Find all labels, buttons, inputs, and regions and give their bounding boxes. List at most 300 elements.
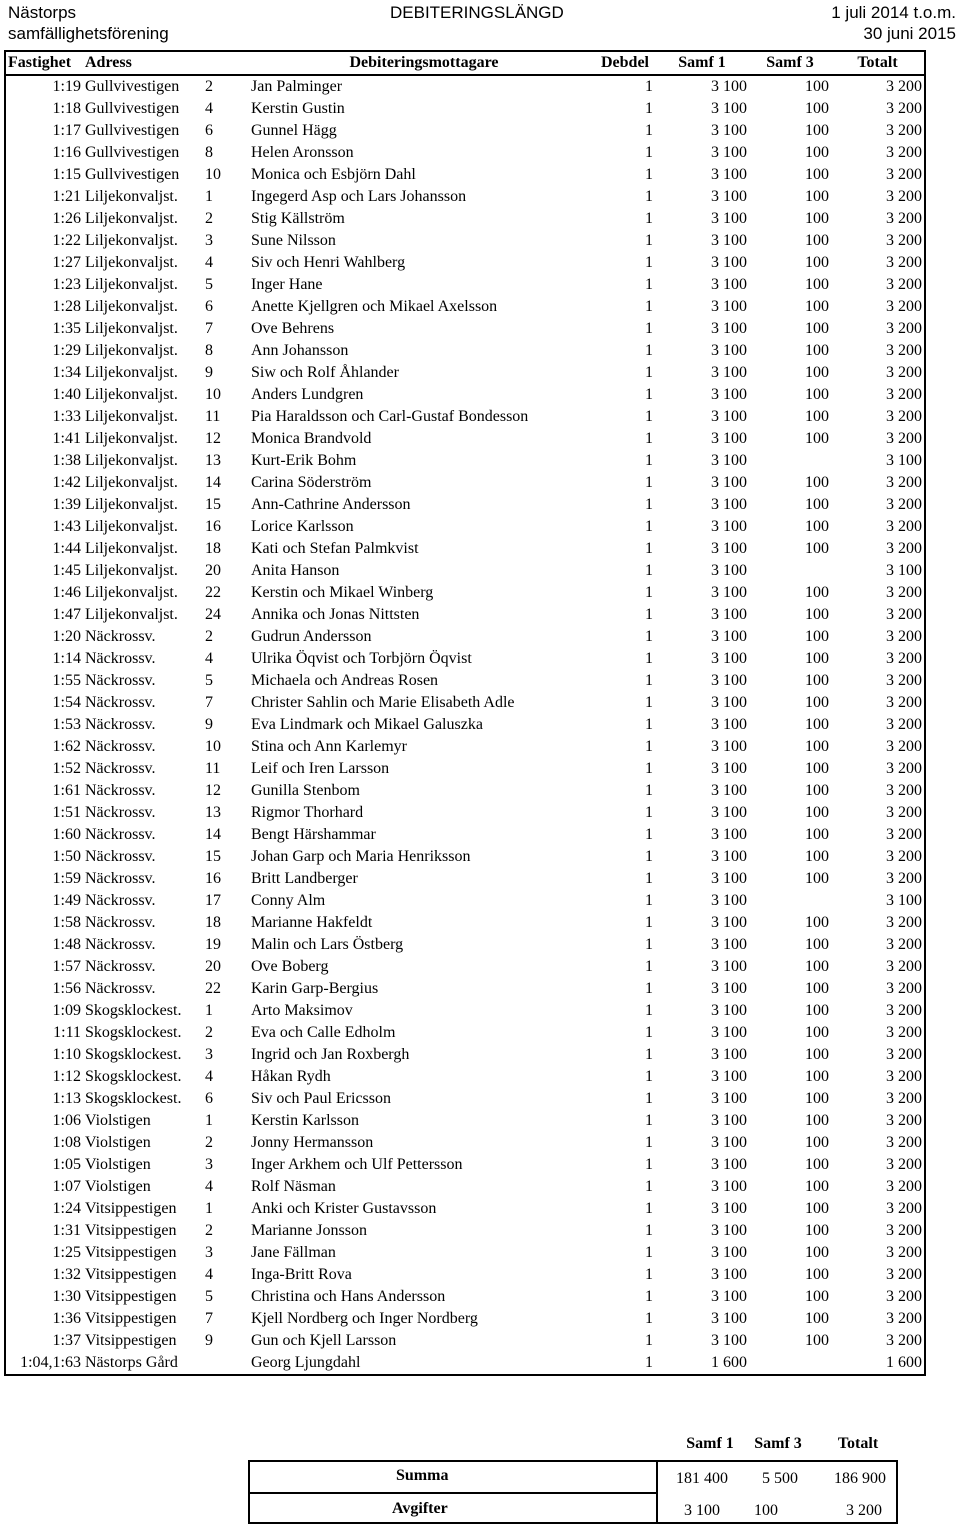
row-street: Gullvivestigen [85, 144, 180, 161]
row-debdel: 1 [645, 232, 653, 249]
row-samf3: 100 [805, 760, 829, 777]
row-fastighet: 1:16 [5, 142, 83, 164]
row-totalt: 3 200 [831, 1132, 925, 1154]
row-samf1: 3 100 [711, 1090, 747, 1107]
table-row [5, 230, 925, 252]
row-street-number: 8 [205, 342, 213, 359]
table-row [5, 802, 925, 824]
row-samf3: 100 [805, 386, 829, 403]
avgifter-totalt: 3 200 [846, 1502, 882, 1519]
row-mottagare: Anki och Krister Gustavsson [251, 1200, 437, 1217]
row-street-number: 18 [205, 914, 221, 931]
row-street-number: 15 [205, 496, 221, 513]
row-totalt: 3 200 [831, 296, 925, 318]
row-samf1: 3 100 [711, 276, 747, 293]
row-fastighet: 1:47 [5, 604, 83, 626]
row-totalt: 3 100 [831, 560, 925, 582]
row-samf1: 3 100 [711, 694, 747, 711]
row-street-number: 4 [205, 1178, 213, 1195]
row-samf3: 100 [805, 320, 829, 337]
row-samf3: 100 [805, 1222, 829, 1239]
row-mottagare: Stig Källström [251, 210, 345, 227]
row-samf3: 100 [805, 298, 829, 315]
row-debdel: 1 [645, 1222, 653, 1239]
row-mottagare: Ove Boberg [251, 958, 329, 975]
table-row [5, 560, 925, 582]
summa-samf1: 181 400 [676, 1470, 728, 1487]
row-debdel: 1 [645, 1288, 653, 1305]
row-street-number: 20 [205, 562, 221, 579]
table-row [5, 1110, 925, 1132]
row-samf1: 3 100 [711, 892, 747, 909]
row-fastighet: 1:61 [5, 780, 83, 802]
row-mottagare: Annika och Jonas Nittsten [251, 606, 420, 623]
row-fastighet: 1:27 [5, 252, 83, 274]
row-street: Violstigen [85, 1178, 151, 1195]
row-totalt: 3 200 [831, 934, 925, 956]
row-samf3: 100 [805, 474, 829, 491]
row-street: Liljekonvaljst. [85, 408, 178, 425]
row-samf3: 100 [805, 1002, 829, 1019]
row-totalt: 3 200 [831, 758, 925, 780]
row-debdel: 1 [645, 254, 653, 271]
row-samf1: 3 100 [711, 298, 747, 315]
summa-samf3: 5 500 [762, 1470, 798, 1487]
row-totalt: 3 200 [831, 208, 925, 230]
table-row [5, 296, 925, 318]
row-street-number: 3 [205, 1046, 213, 1063]
row-totalt: 3 200 [831, 1286, 925, 1308]
row-mottagare: Gun och Kjell Larsson [251, 1332, 397, 1349]
org-name-line1: Nästorps [8, 3, 77, 22]
row-debdel: 1 [645, 694, 653, 711]
row-street: Liljekonvaljst. [85, 496, 178, 513]
row-street: Näckrossv. [85, 914, 156, 931]
row-street-number: 13 [205, 452, 221, 469]
row-debdel: 1 [645, 804, 653, 821]
row-samf3: 100 [805, 232, 829, 249]
row-samf1: 3 100 [711, 474, 747, 491]
row-mottagare: Helen Aronsson [251, 144, 354, 161]
row-street: Näckrossv. [85, 694, 156, 711]
row-totalt: 3 200 [831, 164, 925, 186]
row-fastighet: 1:55 [5, 670, 83, 692]
row-fastighet: 1:48 [5, 934, 83, 956]
row-mottagare: Sune Nilsson [251, 232, 336, 249]
row-street-number: 3 [205, 232, 213, 249]
row-mottagare: Inger Arkhem och Ulf Pettersson [251, 1156, 463, 1173]
table-row [5, 538, 925, 560]
table-header-row [5, 51, 925, 75]
row-debdel: 1 [645, 826, 653, 843]
row-samf1: 3 100 [711, 1288, 747, 1305]
row-samf3: 100 [805, 496, 829, 513]
row-street: Liljekonvaljst. [85, 452, 178, 469]
row-debdel: 1 [645, 100, 653, 117]
row-mottagare: Carina Söderström [251, 474, 372, 491]
row-mottagare: Jan Palminger [251, 78, 343, 95]
row-samf1: 3 100 [711, 1068, 747, 1085]
row-mottagare: Leif och Iren Larsson [251, 760, 390, 777]
row-mottagare: Conny Alm [251, 892, 326, 909]
row-street: Vitsippestigen [85, 1222, 177, 1239]
row-fastighet: 1:08 [5, 1132, 83, 1154]
row-street-number: 7 [205, 1310, 213, 1327]
table-row [5, 384, 925, 406]
row-totalt: 3 200 [831, 978, 925, 1000]
row-samf3: 100 [805, 826, 829, 843]
avgifter-label: Avgifter [392, 1500, 448, 1517]
row-street-number: 10 [205, 166, 221, 183]
row-street-number: 2 [205, 1134, 213, 1151]
row-fastighet: 1:43 [5, 516, 83, 538]
row-street: Liljekonvaljst. [85, 298, 178, 315]
row-street-number: 2 [205, 78, 213, 95]
row-street-number: 15 [205, 848, 221, 865]
col-header-samf1: Samf 1 [655, 51, 749, 75]
table-row [5, 604, 925, 626]
row-samf1: 3 100 [711, 1002, 747, 1019]
row-fastighet: 1:09 [5, 1000, 83, 1022]
row-mottagare: Ingegerd Asp och Lars Johansson [251, 188, 467, 205]
row-totalt: 3 200 [831, 252, 925, 274]
row-samf3: 100 [805, 848, 829, 865]
row-samf3 [749, 560, 831, 582]
row-samf1: 3 100 [711, 408, 747, 425]
row-fastighet: 1:38 [5, 450, 83, 472]
avgifter-samf3: 100 [754, 1502, 778, 1519]
row-mottagare: Gunnel Hägg [251, 122, 337, 139]
row-samf1: 3 100 [711, 188, 747, 205]
row-samf3: 100 [805, 1200, 829, 1217]
row-mottagare: Ann Johansson [251, 342, 349, 359]
row-street: Näckrossv. [85, 716, 156, 733]
col-header-totalt: Totalt [831, 51, 925, 75]
row-street: Liljekonvaljst. [85, 474, 178, 491]
row-samf3: 100 [805, 1244, 829, 1261]
row-samf1: 3 100 [711, 1310, 747, 1327]
row-samf1: 3 100 [711, 782, 747, 799]
row-samf3: 100 [805, 430, 829, 447]
row-samf3: 100 [805, 100, 829, 117]
row-totalt: 3 200 [831, 362, 925, 384]
row-fastighet: 1:46 [5, 582, 83, 604]
row-debdel: 1 [645, 650, 653, 667]
row-samf1: 3 100 [711, 452, 747, 469]
row-debdel: 1 [645, 1068, 653, 1085]
table-row [5, 1308, 925, 1330]
row-street-number: 17 [205, 892, 221, 909]
row-samf3: 100 [805, 650, 829, 667]
row-samf3: 100 [805, 1112, 829, 1129]
row-street: Liljekonvaljst. [85, 342, 178, 359]
row-street-number: 11 [205, 760, 221, 777]
row-street-number: 11 [205, 408, 221, 425]
debit-table [4, 50, 926, 1376]
row-mottagare: Lorice Karlsson [251, 518, 354, 535]
table-row [5, 1022, 925, 1044]
row-street: Näckrossv. [85, 782, 156, 799]
row-debdel: 1 [645, 584, 653, 601]
document-title: DEBITERINGSLÄNGD [390, 3, 564, 22]
row-street: Liljekonvaljst. [85, 562, 178, 579]
row-debdel: 1 [645, 606, 653, 623]
row-street: Violstigen [85, 1134, 151, 1151]
row-street-number: 22 [205, 980, 221, 997]
row-totalt: 3 200 [831, 956, 925, 978]
table-row [5, 472, 925, 494]
row-street: Näckrossv. [85, 672, 156, 689]
row-street-number: 16 [205, 518, 221, 535]
table-row [5, 450, 925, 472]
table-row [5, 1330, 925, 1352]
row-samf1: 3 100 [711, 144, 747, 161]
row-fastighet: 1:50 [5, 846, 83, 868]
row-mottagare: Christer Sahlin och Marie Elisabeth Adle [251, 694, 515, 711]
row-street: Vitsippestigen [85, 1332, 177, 1349]
row-debdel: 1 [645, 1156, 653, 1173]
row-totalt: 3 200 [831, 1176, 925, 1198]
row-street-number: 3 [205, 1244, 213, 1261]
row-street: Violstigen [85, 1112, 151, 1129]
row-fastighet: 1:60 [5, 824, 83, 846]
row-samf1: 3 100 [711, 232, 747, 249]
row-samf1: 3 100 [711, 804, 747, 821]
table-row [5, 1286, 925, 1308]
row-street: Vitsippestigen [85, 1288, 177, 1305]
row-fastighet: 1:36 [5, 1308, 83, 1330]
row-mottagare: Pia Haraldsson och Carl-Gustaf Bondesson [251, 408, 529, 425]
period-start: 1 juli 2014 t.o.m. [831, 3, 956, 22]
row-debdel: 1 [645, 1310, 653, 1327]
row-samf3: 100 [805, 276, 829, 293]
table-row [5, 780, 925, 802]
row-fastighet: 1:30 [5, 1286, 83, 1308]
row-totalt: 3 200 [831, 736, 925, 758]
row-samf1: 3 100 [711, 1156, 747, 1173]
summary-divider [250, 1492, 656, 1494]
row-totalt: 3 200 [831, 1308, 925, 1330]
row-fastighet: 1:59 [5, 868, 83, 890]
row-mottagare: Ann-Cathrine Andersson [251, 496, 411, 513]
row-totalt: 3 200 [831, 1220, 925, 1242]
row-totalt: 3 200 [831, 230, 925, 252]
row-street: Näckrossv. [85, 650, 156, 667]
row-street-number: 4 [205, 1266, 213, 1283]
row-samf3: 100 [805, 980, 829, 997]
row-fastighet: 1:54 [5, 692, 83, 714]
row-samf3: 100 [805, 78, 829, 95]
row-fastighet: 1:22 [5, 230, 83, 252]
row-street-number: 1 [205, 188, 213, 205]
table-row [5, 956, 925, 978]
row-street-number [203, 1352, 249, 1375]
row-fastighet: 1:32 [5, 1264, 83, 1286]
row-totalt: 3 200 [831, 714, 925, 736]
row-totalt: 3 200 [831, 516, 925, 538]
row-samf1: 3 100 [711, 738, 747, 755]
row-samf3: 100 [805, 672, 829, 689]
row-samf3: 100 [805, 628, 829, 645]
row-totalt: 3 200 [831, 428, 925, 450]
table-row [5, 142, 925, 164]
row-samf1: 3 100 [711, 606, 747, 623]
row-mottagare: Jane Fällman [251, 1244, 336, 1261]
row-street-number: 12 [205, 782, 221, 799]
row-samf3 [749, 1352, 831, 1375]
table-row [5, 340, 925, 362]
row-mottagare: Ingrid och Jan Roxbergh [251, 1046, 410, 1063]
table-row [5, 890, 925, 912]
table-row [5, 274, 925, 296]
row-debdel: 1 [645, 848, 653, 865]
table-row [5, 582, 925, 604]
row-street: Gullvivestigen [85, 166, 180, 183]
row-totalt: 3 200 [831, 406, 925, 428]
row-samf3 [749, 890, 831, 912]
row-mottagare: Kati och Stefan Palmkvist [251, 540, 419, 557]
row-totalt: 3 200 [831, 274, 925, 296]
row-samf3: 100 [805, 1090, 829, 1107]
row-debdel: 1 [645, 1244, 653, 1261]
row-street-number: 6 [205, 1090, 213, 1107]
table-row [5, 406, 925, 428]
table-row [5, 1000, 925, 1022]
row-fastighet: 1:12 [5, 1066, 83, 1088]
row-street-number: 7 [205, 320, 213, 337]
row-street: Näckrossv. [85, 936, 156, 953]
row-debdel: 1 [645, 298, 653, 315]
row-samf3: 100 [805, 606, 829, 623]
table-row [5, 648, 925, 670]
row-street: Liljekonvaljst. [85, 276, 178, 293]
row-street-number: 1 [205, 1200, 213, 1217]
row-totalt: 3 200 [831, 1330, 925, 1352]
table-row [5, 362, 925, 384]
row-samf1: 3 100 [711, 210, 747, 227]
row-street: Skogsklockest. [85, 1002, 182, 1019]
row-samf1: 3 100 [711, 562, 747, 579]
row-totalt: 3 200 [831, 846, 925, 868]
col-header-debdel: Debdel [599, 51, 655, 75]
row-debdel: 1 [645, 892, 653, 909]
row-debdel: 1 [645, 210, 653, 227]
row-fastighet: 1:10 [5, 1044, 83, 1066]
row-street: Näckrossv. [85, 738, 156, 755]
row-debdel: 1 [645, 562, 653, 579]
row-debdel: 1 [645, 716, 653, 733]
row-fastighet: 1:40 [5, 384, 83, 406]
table-row [5, 1242, 925, 1264]
row-street: Liljekonvaljst. [85, 584, 178, 601]
table-row [5, 1044, 925, 1066]
row-street-number: 4 [205, 254, 213, 271]
row-samf3: 100 [805, 958, 829, 975]
row-totalt: 3 200 [831, 75, 925, 98]
row-samf1: 3 100 [711, 980, 747, 997]
row-totalt: 3 200 [831, 472, 925, 494]
row-street-number: 9 [205, 364, 213, 381]
row-samf3: 100 [805, 518, 829, 535]
row-fastighet: 1:17 [5, 120, 83, 142]
row-samf1: 3 100 [711, 936, 747, 953]
row-street: Näckrossv. [85, 958, 156, 975]
row-samf1: 3 100 [711, 100, 747, 117]
row-totalt: 3 200 [831, 98, 925, 120]
row-debdel: 1 [645, 518, 653, 535]
row-samf1: 3 100 [711, 342, 747, 359]
row-street: Liljekonvaljst. [85, 386, 178, 403]
row-mottagare: Anette Kjellgren och Mikael Axelsson [251, 298, 498, 315]
row-samf1: 3 100 [711, 1178, 747, 1195]
row-street: Liljekonvaljst. [85, 320, 178, 337]
row-debdel: 1 [645, 1002, 653, 1019]
row-mottagare: Inga-Britt Rova [251, 1266, 352, 1283]
table-row [5, 98, 925, 120]
row-street: Vitsippestigen [85, 1266, 177, 1283]
row-debdel: 1 [645, 364, 653, 381]
row-samf3: 100 [805, 1332, 829, 1349]
row-debdel: 1 [645, 936, 653, 953]
row-samf3: 100 [805, 342, 829, 359]
row-debdel: 1 [645, 1178, 653, 1195]
table-row [5, 1154, 925, 1176]
row-mottagare: Siv och Henri Wahlberg [251, 254, 406, 271]
col-header-fastighet: Fastighet [5, 51, 83, 75]
row-mottagare: Siv och Paul Ericsson [251, 1090, 391, 1107]
row-samf1: 3 100 [711, 1134, 747, 1151]
row-street-number: 10 [205, 386, 221, 403]
row-mottagare: Gudrun Andersson [251, 628, 372, 645]
row-fastighet: 1:25 [5, 1242, 83, 1264]
row-street-number: 6 [205, 122, 213, 139]
row-debdel: 1 [645, 144, 653, 161]
table-row [5, 1132, 925, 1154]
row-debdel: 1 [645, 166, 653, 183]
row-fastighet: 1:42 [5, 472, 83, 494]
row-street: Näckrossv. [85, 892, 156, 909]
row-totalt: 3 200 [831, 1000, 925, 1022]
row-fastighet: 1:56 [5, 978, 83, 1000]
row-fastighet: 1:04,1:63 [5, 1352, 83, 1375]
row-samf1: 3 100 [711, 826, 747, 843]
row-samf3: 100 [805, 122, 829, 139]
row-totalt: 3 200 [831, 824, 925, 846]
row-totalt: 3 200 [831, 1044, 925, 1066]
row-totalt: 3 200 [831, 1198, 925, 1220]
col-header-adress: Adress [83, 51, 249, 75]
row-street-number: 16 [205, 870, 221, 887]
row-samf1: 3 100 [711, 78, 747, 95]
row-street: Näckrossv. [85, 760, 156, 777]
row-samf3: 100 [805, 166, 829, 183]
row-street-number: 22 [205, 584, 221, 601]
summary-header-samf3: Samf 3 [754, 1435, 802, 1452]
row-fastighet: 1:05 [5, 1154, 83, 1176]
row-street-number: 13 [205, 804, 221, 821]
row-debdel: 1 [645, 1046, 653, 1063]
row-fastighet: 1:15 [5, 164, 83, 186]
summa-label: Summa [396, 1467, 449, 1484]
row-totalt: 3 200 [831, 1088, 925, 1110]
row-street: Liljekonvaljst. [85, 210, 178, 227]
row-debdel: 1 [645, 760, 653, 777]
row-debdel: 1 [645, 78, 653, 95]
row-mottagare: Kerstin Karlsson [251, 1112, 359, 1129]
row-totalt: 3 200 [831, 318, 925, 340]
table-row [5, 670, 925, 692]
row-fastighet: 1:41 [5, 428, 83, 450]
